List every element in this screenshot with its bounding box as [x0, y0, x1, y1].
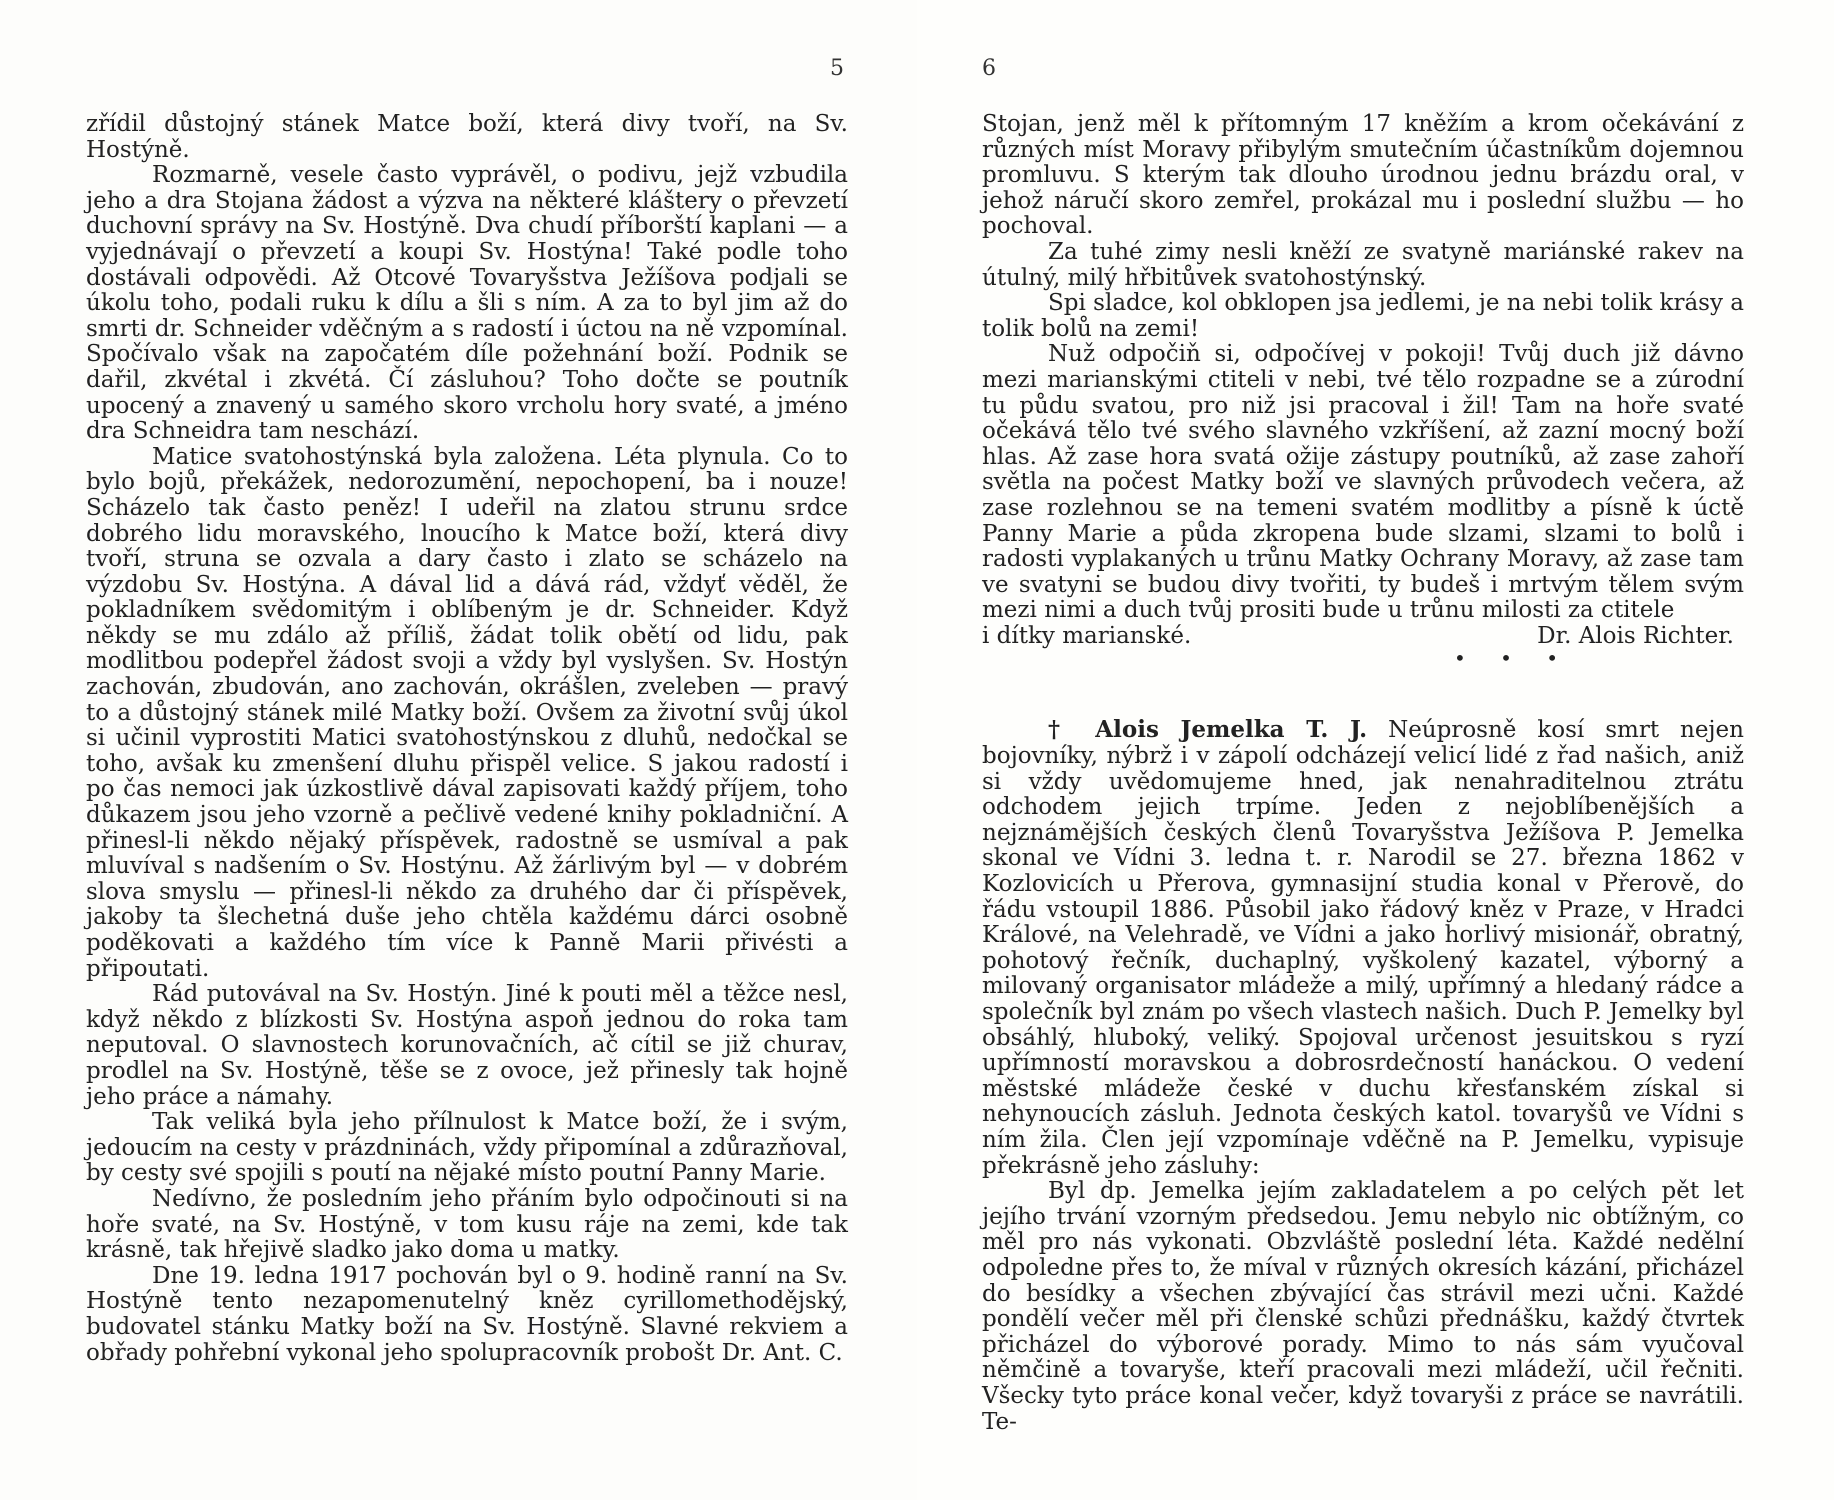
obituary-heading: † Alois Jemelka T. J. — [1048, 716, 1368, 744]
paragraph: zřídil důstojný stánek Matce boží, která divy tvoří, na Sv. Hostýně. — [86, 111, 848, 163]
paragraph: Rozmarně, vesele často vyprávěl, o podivu, jejž vzbudila jeho a dra Stojana žádost a výzva na některé kláštery o převzetí duchovní správy na Sv. Hostýně. Dva chudí příborští kaplani — a vyjednávají o převzetí a koupi Sv. Hostýna! Také podle toho dostávali odpovědi. Až Otcové Tovaryšstva Ježíšova podjali se úkolu toho, podali ruku k dílu a šli s ním. A za to byl jim až do smrti dr. Schneider vděčným a s radostí i úctou na ně vzpomínal. Spočívalo však na započatém díle požehnání boží. Podnik se dařil, zkvétal i zkvétá. Čí zásluhou? Toho dočte se poutník upocený a znavený u samého skoro vrcholu hory svaté, a jméno dra Schneidra tam neschází. — [86, 162, 848, 445]
paragraph: Nedívno, že posledním jeho přáním bylo odpočinouti si na hoře svaté, na Sv. Hostýně, v tom kusu ráje na zemi, kde tak krásně, tak hřejivě sladko jako doma u matky. — [86, 1185, 848, 1264]
page-number-left: 5 — [830, 56, 844, 81]
paragraph: Byl dp. Jemelka jejím zakladatelem a po celých pět let jejího trvání vzorným předsedou. Jemu nebylo nic obtížným, co měl pro nás vykonati. Obzvláště poslední léta. Každé nedělní odpoledne přes to, že míval v různých okresích kázání, přicházel do besídky a všechen zbývající čas strávil mezi učni. Každé pondělí večer měl při členské schůzi přednášku, každý čtvrtek přicházel do výborové porady. Mimo to nás sám vyučoval němčině a tovaryše, kteří pracovali mezi mládeží, učil řečniti. Všecky tyto práce konal večer, když tovaryši z práce se navrátili. Te- — [982, 1178, 1744, 1435]
paragraph: Matice svatohostýnská byla založena. Léta plynula. Co to bylo bojů, překážek, nedorozumění, nepochopení, ba i nouze! Scházelo tak často peněz! I udeřil na zlatou strunu srdce dobrého lidu moravského, lnoucího k Matce boží, která divy tvoří, struna se ozvala a dary často i zlato se scházelo na výzdobu Sv. Hostýna. A dával lid a dává rád, vždyť věděl, že pokladníkem svědomitým i oblíbeným je dr. Schneider. Když někdy se mu zdálo až příliš, žádat tolik obětí od lidu, pak modlitbou podepřel žádost svoji a vždy byl vyslyšen. Sv. Hostýn zachován, zbudován, ano zachován, okrášlen, zveleben — pravý to a důstojný stánek milé Matky boží. Ovšem za životní svůj úkol si učinil vyprostiti Matici svatohostýnskou z dluhů, nedočkal se toho, avšak ku zmenšení dluhu přispěl velice. S jakou radostí i po čas nemoci jak úzkostlivě dával zapisovati každý příjem, toho důkazem jsou jeho vzorně a pečlivě vedené knihy pokladniční. A přinesl-li někdo nějaký příspěvek, radostně se usmíval a pak mluvíval s nadšením o Sv. Hostýnu. Až žárlivým byl — v dobrém slova smyslu — přinesl-li někdo za druhého dar či příspěvek, jakoby ta šlechetná duše jeho chtěla každému dárci osobně poděkovati a každého tím více k Panně Marii přivésti a připoutati. — [86, 443, 848, 982]
closing-phrase: i dítky marianské. — [982, 622, 1192, 649]
paragraph: Spi sladce, kol obklopen jsa jedlemi, je na nebi tolik krásy a tolik bolů na zemi! — [982, 290, 1744, 342]
right-page — [917, 0, 1834, 1500]
section-separator: • • • — [1453, 646, 1573, 671]
obituary-text: Neúprosně kosí smrt nejen bojovníky, nýbrž i v zápolí odcházejí velicí lidé z řad našich, aniž si vždy uvědomujeme hned, jak nenahraditelnou ztrátu odchodem jejich trpíme. Jeden z nejoblíbenějších a nejznámějších českých členů Tovaryšstva Ježíšova P. Jemelka skonal ve Vídni 3. ledna t. r. Narodil se 27. března 1862 v Kozlovicích u Přerova, gymnasijní studia konal v Přerově, do řádu vstoupil 1886. Působil jako řádový kněz v Praze, v Hradci Králové, na Velehradě, ve Vídni a jako horlivý misionář, obratný, pohotový řečník, duchaplný, vyškolený kazatel, výborný a milovaný organisator mládeže a milý, upřímný a hledaný rádce a společník byl znám po všech vlastech našich. Duch P. Jemelky byl obsáhlý, hluboký, veliký. Spojoval určenost jesuitskou s ryzí upřímností moravskou a dobrosrdečností hanáckou. O vedení městské mládeže české v duchu křesťanském získal si nehynoucích zásluh. Jednota českých katol. tovaryšů ve Vídni s ním žila. Člen její vzpomínaje vděčně na P. Jemelku, vypisuje překrásně jeho zásluhy: — [982, 717, 1744, 1179]
paragraph: Tak veliká byla jeho přílnulost k Matce boží, že i svým, jedoucím na cesty v prázdninách, vždy připomínal a zdůrazňoval, by cesty své spojili s poutí na nějaké místo poutní Panny Marie. — [86, 1109, 848, 1187]
paragraph: Rád putovával na Sv. Hostýn. Jiné k pouti měl a těžce nesl, když někdo z blízkosti Sv. Hostýna aspoň jednou do roka tam neputoval. O slavnostech korunovačních, ač cítil se již churav, prodlel na Sv. Hostýně, těše se z ovoce, jež přinesly tak hojně jeho práce a námahy. — [86, 981, 848, 1110]
signature-line — [982, 624, 1744, 650]
page-number-right: 6 — [982, 56, 996, 81]
obituary-paragraph — [982, 717, 1744, 1179]
paragraph: Nuž odpočiň si, odpočívej v pokoji! Tvůj duch již dávno mezi marianskými ctiteli v nebi, tvé tělo rozpadne se a zúrodní tu půdu svatou, pro niž jsi pracoval i žil! Tam na hoře svaté očekává tělo tvé svého slavného vzkříšení, až zazní mocný boží hlas. Až zase hora svatá ožije zástupy poutníků, až zase zahoří světla na počest Matky boží ve slavných průvodech večera, až zase rozlehnou se na temeni svatém modlitby a písně k úctě Panny Marie a půda zkropena bude slzami, slzami to bolů i radosti vyplakaných u trůnu Matky Ochrany Moravy, až zase tam ve svatyni se budou divy tvořiti, ty budeš i mrtvým tělem svým mezi nimi a duch tvůj prositi bude u trůnu milosti za ctitele — [982, 341, 1744, 624]
left-page-text — [86, 112, 848, 1366]
paragraph: Stojan, jenž měl k přítomným 17 kněžím a krom očekávání z různých míst Moravy přibylým smutečním účastníkům dojemnou promluvu. S kterým tak dlouho úrodnou jednu brázdu oral, v jehož náručí skoro zemřel, prokázal mu i poslední službu — ho pochoval. — [982, 111, 1744, 240]
right-page-text — [982, 112, 1744, 1435]
paragraph: Dne 19. ledna 1917 pochován byl o 9. hodině ranní na Sv. Hostýně tento nezapomenutelný kněz cyrillomethodějský, budovatel stánku Matky boží na Sv. Hostýně. Slavné rekviem a obřady pohřební vykonal jeho spolupracovník probošt Dr. Ant. C. — [86, 1262, 848, 1366]
paragraph: Za tuhé zimy nesli kněží ze svatyně mariánské rakev na útulný, milý hřbitůvek svatohostýnský. — [982, 238, 1744, 291]
author-signature: Dr. Alois Richter. — [1537, 622, 1734, 649]
